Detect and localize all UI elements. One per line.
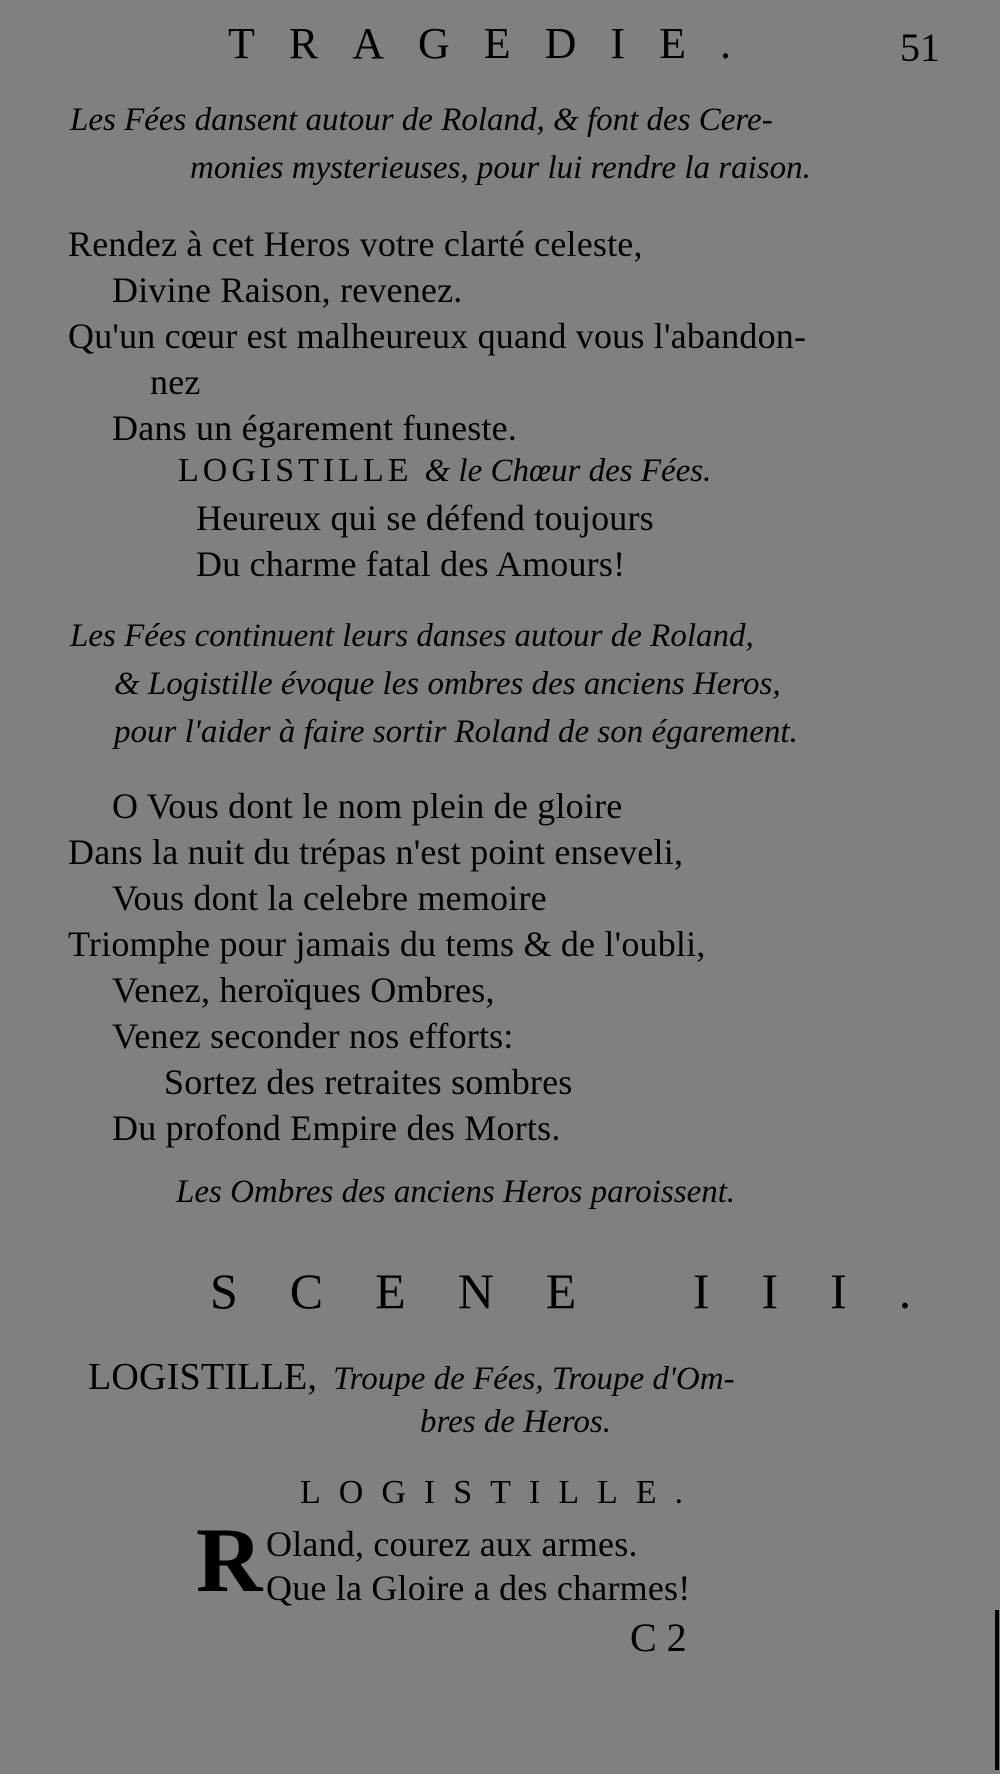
verse-line: O Vous dont le nom plein de gloire xyxy=(112,786,623,826)
cast-rest: Troupe de Fées, Troupe d'Om- xyxy=(333,1361,735,1397)
stage-direction-line: monies mysterieuses, pour lui rendre la raison. xyxy=(190,150,811,186)
verse-line: Venez, heroïques Ombres, xyxy=(112,970,495,1010)
drop-cap: R xyxy=(196,1509,263,1611)
stage-direction-line: Les Ombres des anciens Heros paroissent. xyxy=(176,1174,736,1210)
verse-line: Oland, courez aux armes. xyxy=(266,1524,638,1564)
stage-direction-line: Les Fées continuent leurs danses autour de Roland, xyxy=(70,618,754,654)
catchword: C 2 xyxy=(630,1615,687,1660)
stage-direction-line: pour l'aider à faire sortir Roland de son égarement. xyxy=(114,714,798,750)
verse-line: Qu'un cœur est malheureux quand vous l'abandon- xyxy=(68,316,807,356)
verse-line: Dans un égarement funeste. xyxy=(112,408,518,448)
verse-line: Triomphe pour jamais du tems & de l'oubli, xyxy=(68,924,706,964)
stage-direction-line: & Logistille évoque les ombres des anciens Heros, xyxy=(114,666,781,702)
verse-line: Du profond Empire des Morts. xyxy=(112,1108,561,1148)
verse-line: Heureux qui se défend toujours xyxy=(196,498,654,538)
verse-line: Du charme fatal des Amours! xyxy=(196,544,626,584)
stage-direction-line: Les Fées dansent autour de Roland, & font des Cere- xyxy=(70,102,773,138)
page-edge-line xyxy=(995,1610,999,1770)
verse-line: Dans la nuit du trépas n'est point enseveli, xyxy=(68,832,684,872)
scene-heading: SCENE III. xyxy=(210,1263,964,1319)
verse-line: Que la Gloire a des charmes! xyxy=(266,1568,691,1608)
speaker-heading: LOGISTILLE. xyxy=(300,1474,702,1511)
verse-line: Vous dont la celebre memoire xyxy=(112,878,547,918)
cast-rest-continued: bres de Heros. xyxy=(420,1404,611,1440)
cast-list xyxy=(88,1358,735,1396)
page-number: 51 xyxy=(900,25,940,70)
speaker-heading xyxy=(178,454,711,488)
verse-line: Venez seconder nos efforts: xyxy=(112,1016,514,1056)
verse-line: Divine Raison, revenez. xyxy=(112,270,463,310)
speaker-rest: & le Chœur des Fées. xyxy=(424,453,712,489)
cast-name: LOGISTILLE, xyxy=(88,1356,318,1398)
running-title: TRAGEDIE. xyxy=(228,19,765,68)
verse-line: Sortez des retraites sombres xyxy=(164,1062,573,1102)
verse-line: nez xyxy=(150,362,201,402)
speaker-name: LOGISTILLE xyxy=(178,452,413,489)
verse-line: Rendez à cet Heros votre clarté celeste, xyxy=(68,224,643,264)
